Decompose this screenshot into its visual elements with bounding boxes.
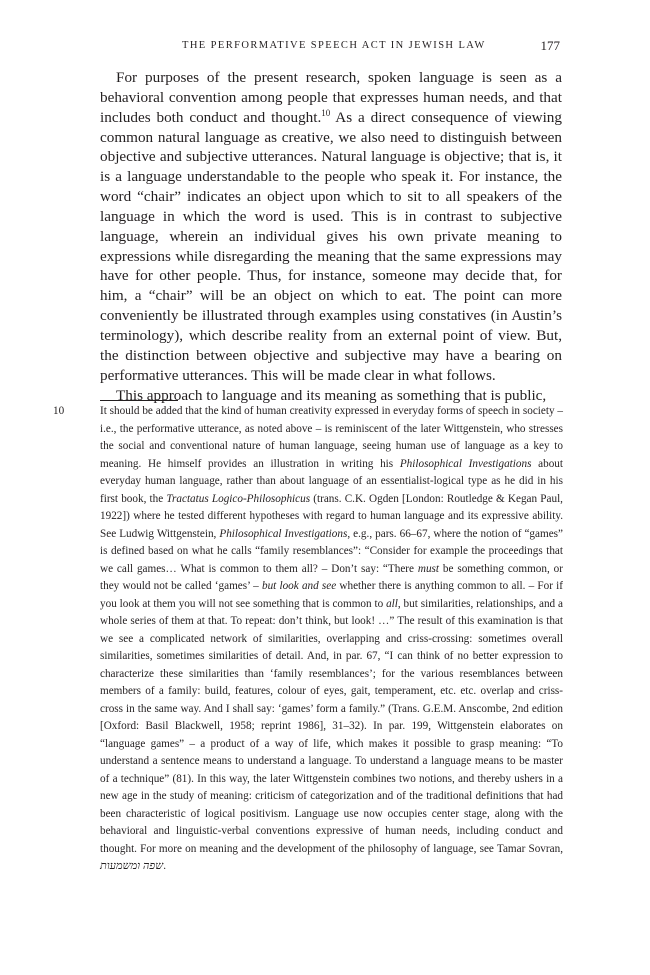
footnote-number: 10	[53, 405, 65, 417]
book-title: Philosophical Investigations	[219, 527, 348, 540]
footnote-10	[53, 403, 563, 876]
body-paragraph-2: This approach to language and its meaning as something that is public,	[116, 386, 547, 404]
body-text	[100, 68, 562, 405]
running-head	[100, 40, 560, 56]
emphasis: must	[417, 562, 440, 575]
book-title: Tractatus Logico-Philosophicus	[166, 492, 311, 505]
emphasis: but look and see	[261, 580, 337, 592]
body-paragraph-1: For purposes of the present research, spoken language is seen as a behavioral convention among people that expresses human needs, and that includes both conduct and thought.$^{10}$ As a direct consequence of viewing common natural language as creative, we also need to distinguish between objective and subjective utterances. Natural language is objective; that is, it is a language understandable to the people who speak it. For instance, the word “chair” indicates an object upon which to sit to all speakers of the language in which the word is used. This is in contrast to subjective language, wherein an individual gives his own private meaning to expressions while disregarding the meaning that the same expressions may have for other people. Thus, for instance, someone may decide that, for him, a “chair” will be an object on which to eat. The point can more conveniently be illustrated through examples using constatives (in Austin’s terminology), which describe reality from an external point of view. But, the distinction between objective and subjective may have a bearing on performative utterances. This will be made clear in what follows.	[100, 69, 562, 384]
hebrew-book-title: שפה ומשמעות	[100, 860, 164, 872]
footnote-rule	[100, 400, 178, 401]
emphasis: all	[386, 597, 398, 610]
running-title: THE PERFORMATIVE SPEECH ACT IN JEWISH LAW	[182, 40, 486, 51]
footnote-text: It should be added that the kind of human creativity expressed in everyday forms of speech in society – i.e., the performative utterance, as noted above – is reminiscent of the later Wittgenstein, who stresses the social and conventional nature of human language, seeing human use of language as a key to meaning. He himself provides an illustration in writing his Philosophical Investigations about everyday human language, rather than about language of an essentialist-logical type as he did in his first book, the Tractatus Logico-Philosophicus (trans. C.K. Ogden [London: Routledge & Kegan Paul, 1922]) where he tested different hypotheses with regard to human language and its expressive ability. See Ludwig Wittgenstein, Philosophical Investigations, e.g., pars. 66–67, where the notion of “games” is defined based on what he calls “family resemblances”: “Consider for example the proceedings that we call games… What is common to them all? – Don’t say: “There must be something common, or they would not be called ‘games’ – but look and see whether there is anything common to all. – For if you look at them you will not see something that is common to all, but similarities, relationships, and a whole series of them at that. To repeat: don’t think, but look! …” The result of this examination is that we see a complicated network of similarities, overlapping and criss-crossing: sometimes overall similarities, sometimes similarities of detail. And, in par. 67, “I can think of no better expression to characterize these similarities than ‘family resemblances’; for the various resemblances between members of a family: build, features, colour of eyes, gait, temperament, etc. etc. overlap and criss-cross in the same way. And I shall say: ‘games’ form a family.” (Trans. G.E.M. Anscombe, 2nd edition [Oxford: Basil Blackwell, 1958; reprint 1986], 31–32). In par. 199, Wittgenstein elaborates on “language games” – a product of a way of life, which makes it possible to grasp meaning: “To understand a sentence means to understand a language. To understand a language means to be master of a technique” (81). In this way, the later Wittgenstein combines two notions, and thereby ushers in a new age in the study of meaning: criticism of categorization and of the traditional definitions that had been characteristic of logical positivism. Language use now occupies center stage, along with the behavioral and linguistic-verbal conventions expressive of human needs, including conduct and thought. For more on meaning and the development of the philosophy of language, see Tamar Sovran, שפה ומשמעות.	[100, 405, 564, 872]
book-title: Philosophical Investigations	[399, 457, 532, 470]
footnote-marker[interactable]: 10	[321, 107, 331, 118]
page-number: 177	[540, 38, 560, 53]
